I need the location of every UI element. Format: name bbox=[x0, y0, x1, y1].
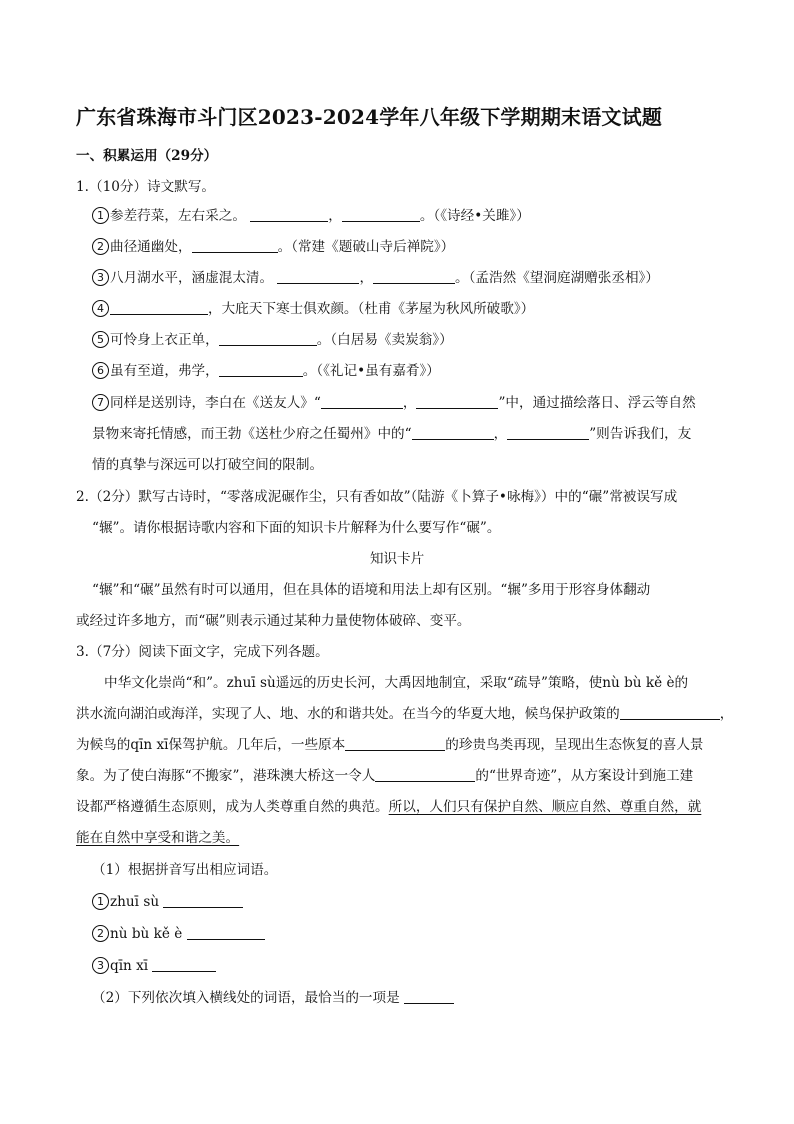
circled-number: 1 bbox=[92, 893, 109, 910]
circled-number: 3 bbox=[92, 957, 109, 974]
passage-line-1: 中华文化崇尚“和”。zhuī sù遥远的历史长河，大禹因地制宜，采取“疏导”策略，使nù bù kě è的 bbox=[104, 675, 689, 691]
question-1-head: 1.（10分）诗文默写。 bbox=[76, 179, 216, 195]
sub-question-1: （1）根据拼音写出相应词语。 bbox=[92, 862, 278, 878]
answer-blank[interactable] bbox=[192, 238, 278, 253]
answer-blank[interactable] bbox=[342, 207, 420, 222]
q1-item-7-line-2: 景物来寄托情感，而王勃《送杜少府之任蜀州》中的“ ， ”则告诉我们，友 bbox=[92, 426, 692, 442]
answer-blank[interactable] bbox=[373, 269, 455, 284]
question-2-line-1: 2.（2分）默写古诗时，“零落成泥碾作尘，只有香如故”（陆游《卜算子•咏梅》）中的“碾”常被误写成 bbox=[76, 489, 678, 505]
answer-blank[interactable] bbox=[219, 362, 303, 377]
answer-blank[interactable] bbox=[219, 331, 317, 346]
q1-item-5: 5 可怜身上衣正单， 。（白居易《卖炭翁》） bbox=[92, 330, 453, 350]
answer-blank[interactable] bbox=[110, 300, 208, 315]
pinyin-item-1: 1 zhuī sù bbox=[92, 892, 243, 912]
circled-number: 4 bbox=[92, 300, 109, 317]
answer-blank[interactable] bbox=[187, 925, 265, 940]
knowledge-card-line-1: “辗”和“碾”虽然有时可以通用，但在具体的语境和用法上却有区别。“辗”多用于形容身体翻动 bbox=[92, 582, 651, 598]
knowledge-card-title: 知识卡片 bbox=[369, 551, 425, 567]
answer-blank[interactable] bbox=[412, 425, 494, 440]
circled-number: 6 bbox=[92, 362, 109, 379]
underlined-sentence: 所以，人们只有保护自然、顺应自然、尊重自然，就 bbox=[388, 799, 702, 815]
question-2-line-2: “辗”。请你根据诗歌内容和下面的知识卡片解释为什么要写作“碾”。 bbox=[92, 520, 501, 536]
question-3-head: 3.（7分）阅读下面文字，完成下列各题。 bbox=[76, 644, 329, 660]
passage-line-3: 为候鸟的qīn xī保驾护航。几年后，一些原本 的珍贵鸟类再现，呈现出生态恢复的喜人景 bbox=[76, 737, 704, 753]
answer-blank[interactable] bbox=[404, 989, 454, 1004]
circled-number: 3 bbox=[92, 269, 109, 286]
answer-blank[interactable] bbox=[620, 705, 720, 720]
q1-item-7: 7 同样是送别诗，李白在《送友人》“ ， ”中，通过描绘落日、浮云等自然 bbox=[92, 393, 696, 413]
q1-item-7-line-3: 情的真挚与深远可以打破空间的限制。 bbox=[92, 457, 324, 473]
pinyin-item-3: 3 qīn xī bbox=[92, 956, 216, 976]
passage-line-4: 象。为了使白海豚“不搬家”，港珠澳大桥这一令人 的“世界奇迹”，从方案设计到施工建 bbox=[76, 768, 694, 784]
q1-item-3: 3 八月湖水平，涵虚混太清。 ， 。（孟浩然《望洞庭湖赠张丞相》） bbox=[92, 268, 659, 288]
circled-number: 5 bbox=[92, 331, 109, 348]
page-title: 广东省珠海市斗门区2023-2024学年八年级下学期期末语文试题 bbox=[76, 105, 663, 129]
circled-number: 2 bbox=[92, 238, 109, 255]
circled-number: 1 bbox=[92, 207, 109, 224]
circled-number: 2 bbox=[92, 925, 109, 942]
answer-blank[interactable] bbox=[152, 957, 216, 972]
knowledge-card-line-2: 或经过许多地方，而“碾”则表示通过某种力量使物体破碎、变平。 bbox=[76, 613, 471, 629]
q1-item-1: 1 参差荇菜，左右采之。 ， 。（《诗经•关雎》） bbox=[92, 206, 530, 226]
passage-line-2: 洪水流向湖泊或海洋，实现了人、地、水的和谐共处。在当今的华夏大地，候鸟保护政策的 ， bbox=[76, 706, 734, 722]
q1-item-6: 6 虽有至道，弗学， 。（《礼记•虽有嘉肴》） bbox=[92, 361, 440, 381]
passage-line-6: 能在自然中享受和谐之美。 bbox=[76, 830, 240, 846]
answer-blank[interactable] bbox=[321, 394, 403, 409]
answer-blank[interactable] bbox=[250, 207, 328, 222]
q1-item-4: 4 ，大庇天下寒士俱欢颜。（杜甫《茅屋为秋风所破歌》） bbox=[92, 299, 534, 319]
answer-blank[interactable] bbox=[277, 269, 359, 284]
pinyin-item-2: 2 nù bù kě è bbox=[92, 924, 265, 944]
answer-blank[interactable] bbox=[345, 736, 445, 751]
circled-number: 7 bbox=[92, 394, 109, 411]
q1-item-2: 2 曲径通幽处， 。（常建《题破山寺后禅院》） bbox=[92, 237, 454, 257]
passage-line-5: 设都严格遵循生态原则，成为人类尊重自然的典范。所以，人们只有保护自然、顺应自然、尊重自然，就 bbox=[76, 799, 702, 815]
answer-blank[interactable] bbox=[507, 425, 589, 440]
section-heading: 一、积累运用（29分） bbox=[76, 148, 218, 164]
answer-blank[interactable] bbox=[375, 767, 475, 782]
answer-blank[interactable] bbox=[416, 394, 498, 409]
answer-blank[interactable] bbox=[163, 893, 243, 908]
sub-question-2: （2）下列依次填入横线处的词语，最恰当的一项是 bbox=[92, 988, 454, 1008]
